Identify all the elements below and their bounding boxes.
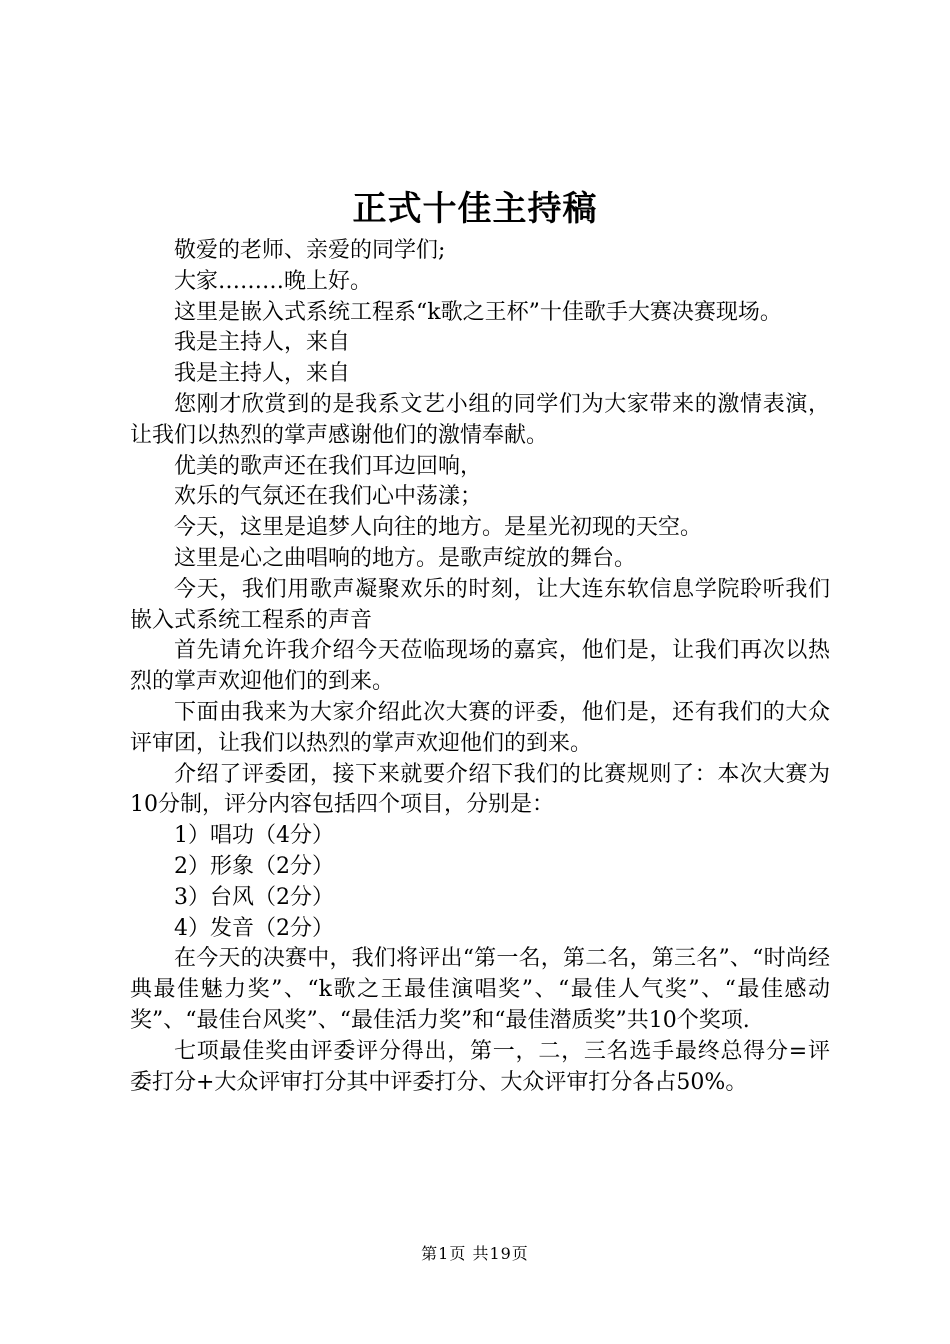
paragraph-good-evening: 大家………晚上好。 xyxy=(174,268,373,294)
paragraph-guests: 首先请允许我介绍今天莅临现场的嘉宾，他们是，让我们再次以热烈的掌声欢迎他们的到来。 xyxy=(130,638,830,695)
document-body xyxy=(130,236,830,1098)
paragraph-host-2: 我是主持人，来自 xyxy=(174,361,351,387)
page-number-footer: 第1页 共19页 xyxy=(421,1244,529,1263)
paragraph-awards: 在今天的决赛中，我们将评出“第一名，第二名，第三名”、“时尚经典最佳魅力奖”、“k歌之王最佳演唱奖”、“最佳人气奖”、“最佳感动奖”、“最佳台风奖”、“最佳活力奖”和“最佳潜质奖”共10个奖项. xyxy=(130,946,830,1033)
list-item-image: 2）形象（2分） xyxy=(174,853,334,879)
paragraph-venue: 这里是嵌入式系统工程系“k歌之王杯”十佳歌手大赛决赛现场。 xyxy=(174,299,782,325)
paragraph-stage: 这里是心之曲唱响的地方。是歌声绽放的舞台。 xyxy=(174,545,637,571)
document-title: 正式十佳主持稿 xyxy=(352,189,598,229)
paragraph-song-echo: 优美的歌声还在我们耳边回响， xyxy=(174,453,483,479)
paragraph-performance-thanks: 您刚才欣赏到的是我系文艺小组的同学们为大家带来的激情表演，让我们以热烈的掌声感谢他们的激情奉献。 xyxy=(130,391,830,448)
paragraph-joyful-mood: 欢乐的气氛还在我们心中荡漾； xyxy=(174,484,483,510)
paragraph-voice: 今天，我们用歌声凝聚欢乐的时刻，让大连东软信息学院聆听我们嵌入式系统工程系的声音 xyxy=(130,576,830,633)
list-item-stage-presence: 3）台风（2分） xyxy=(174,884,334,910)
paragraph-judges: 下面由我来为大家介绍此次大赛的评委，他们是，还有我们的大众评审团，让我们以热烈的掌声欢迎他们的到来。 xyxy=(130,699,830,756)
list-item-singing: 1）唱功（4分） xyxy=(174,823,334,849)
paragraph-greeting: 敬爱的老师、亲爱的同学们; xyxy=(174,238,446,263)
paragraph-scoring: 七项最佳奖由评委评分得出，第一，二，三名选手最终总得分=评委打分+大众评审打分其中评委打分、大众评审打分各占50%。 xyxy=(130,1038,830,1095)
paragraph-rules: 介绍了评委团，接下来就要介绍下我们的比赛规则了：本次大赛为10分制，评分内容包括四个项目，分别是： xyxy=(130,761,830,818)
list-item-pronunciation: 4）发音（2分） xyxy=(174,915,334,941)
paragraph-dream-place: 今天，这里是追梦人向往的地方。是星光初现的天空。 xyxy=(174,515,703,541)
paragraph-host-1: 我是主持人，来自 xyxy=(174,330,351,356)
